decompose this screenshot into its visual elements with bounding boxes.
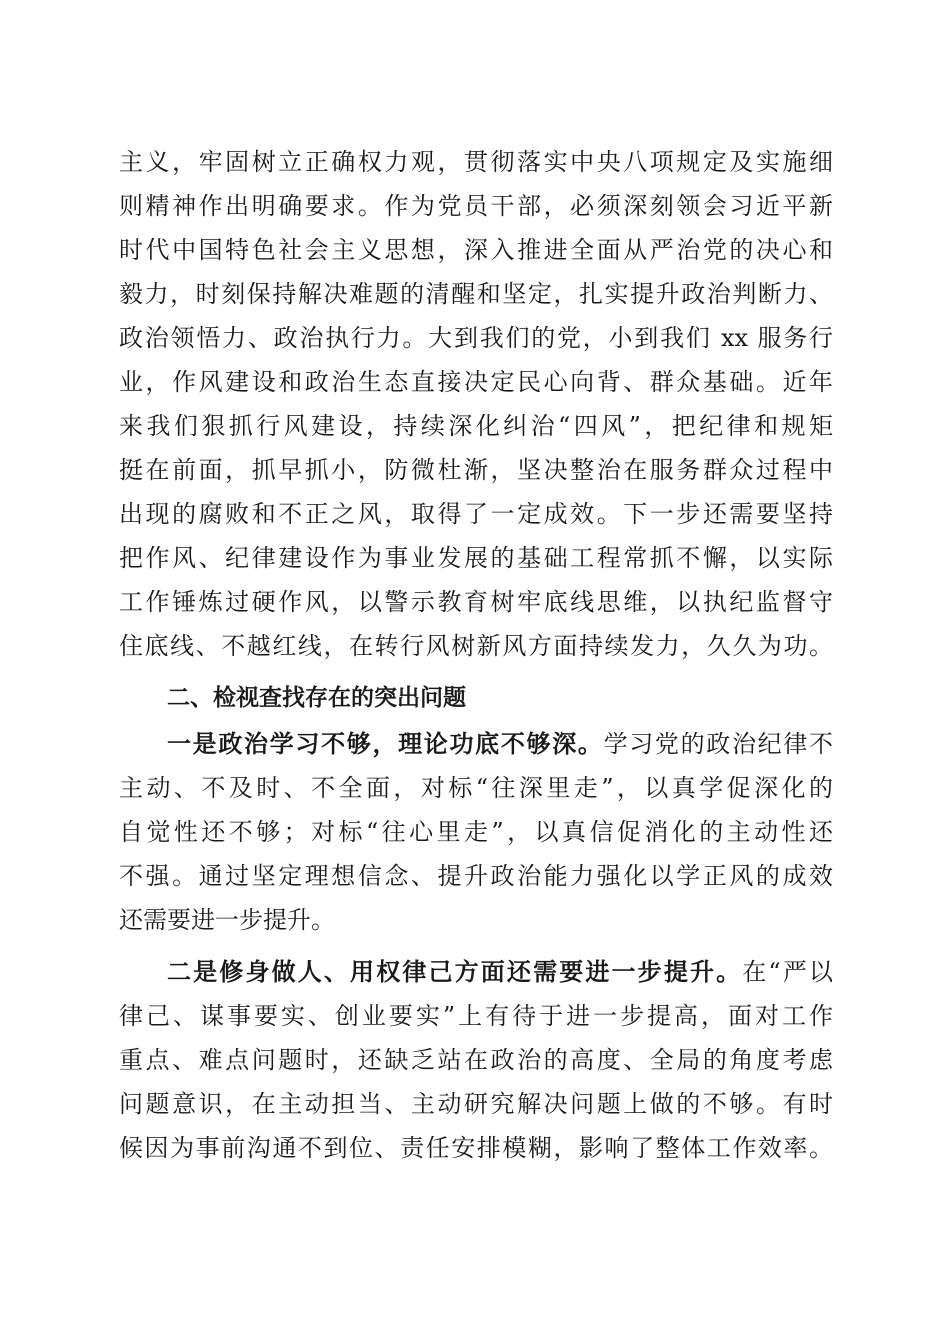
paragraph-3-lead: 二是修身做人、用权律己方面还需要进一步提升。 [167,957,743,986]
paragraph-2-line-5: 还需要进一步提升。 [119,906,335,934]
paragraph-2-first-rest: 学习党的政治纪律不 [603,730,834,758]
paragraph-2-line-3: 自觉性还不够；对标“往心里走”，以真信促消化的主动性还 [119,818,833,846]
paragraph-2-line-4: 不强。通过坚定理想信念、提升政治能力强化以学正风的成效 [119,862,833,890]
section-2-heading: 二、检视查找存在的突出问题 [167,685,466,711]
paragraph-1-line-4: 毅力，时刻保持解决难题的清醒和坚定，扎实提升政治判断力、 [119,280,833,308]
paragraph-3-first-line [167,950,833,994]
paragraph-2-line-2: 主动、不及时、不全面，对标“往深里走”，以真学促深化的 [119,774,833,802]
paragraph-1-line-12: 住底线、不越红线，在转行风树新风方面持续发力，久久为功。 [119,632,833,660]
paragraph-1-line-8: 挺在前面，抓早抓小，防微杜渐，坚决整治在服务群众过程中 [119,456,833,484]
paragraph-1-line-3: 时代中国特色社会主义思想，深入推进全面从严治党的决心和 [119,236,833,264]
paragraph-1-line-5: 政治领悟力、政治执行力。大到我们的党，小到我们 xx 服务行 [119,324,833,352]
paragraph-2-lead: 一是政治学习不够，理论功底不够深。 [167,729,604,758]
paragraph-3-line-5: 候因为事前沟通不到位、责任安排模糊，影响了整体工作效率。 [119,1134,833,1162]
paragraph-2-first-line [167,722,833,766]
paragraph-1-line-7: 来我们狠抓行风建设，持续深化纠治“四风”，把纪律和规矩 [119,412,833,440]
paragraph-3-line-3: 重点、难点问题时，还缺乏站在政治的高度、全局的角度考虑 [119,1046,833,1074]
paragraph-3-first-rest: 在“严以 [742,958,833,986]
paragraph-1-line-1: 主义，牢固树立正确权力观，贯彻落实中央八项规定及实施细 [119,148,833,176]
paragraph-1-line-2: 则精神作出明确要求。作为党员干部，必须深刻领会习近平新 [119,192,833,220]
paragraph-1-line-9: 出现的腐败和不正之风，取得了一定成效。下一步还需要坚持 [119,500,833,528]
paragraph-3-line-4: 问题意识，在主动担当、主动研究解决问题上做的不够。有时 [119,1090,833,1118]
paragraph-1-line-6: 业，作风建设和政治生态直接决定民心向背、群众基础。近年 [119,368,833,396]
paragraph-3-line-2: 律己、谋事要实、创业要实”上有待于进一步提高，面对工作 [119,1002,833,1030]
paragraph-1-line-11: 工作锤炼过硬作风，以警示教育树牢底线思维，以执纪监督守 [119,588,833,616]
paragraph-1-line-10: 把作风、纪律建设作为事业发展的基础工程常抓不懈，以实际 [119,544,833,572]
